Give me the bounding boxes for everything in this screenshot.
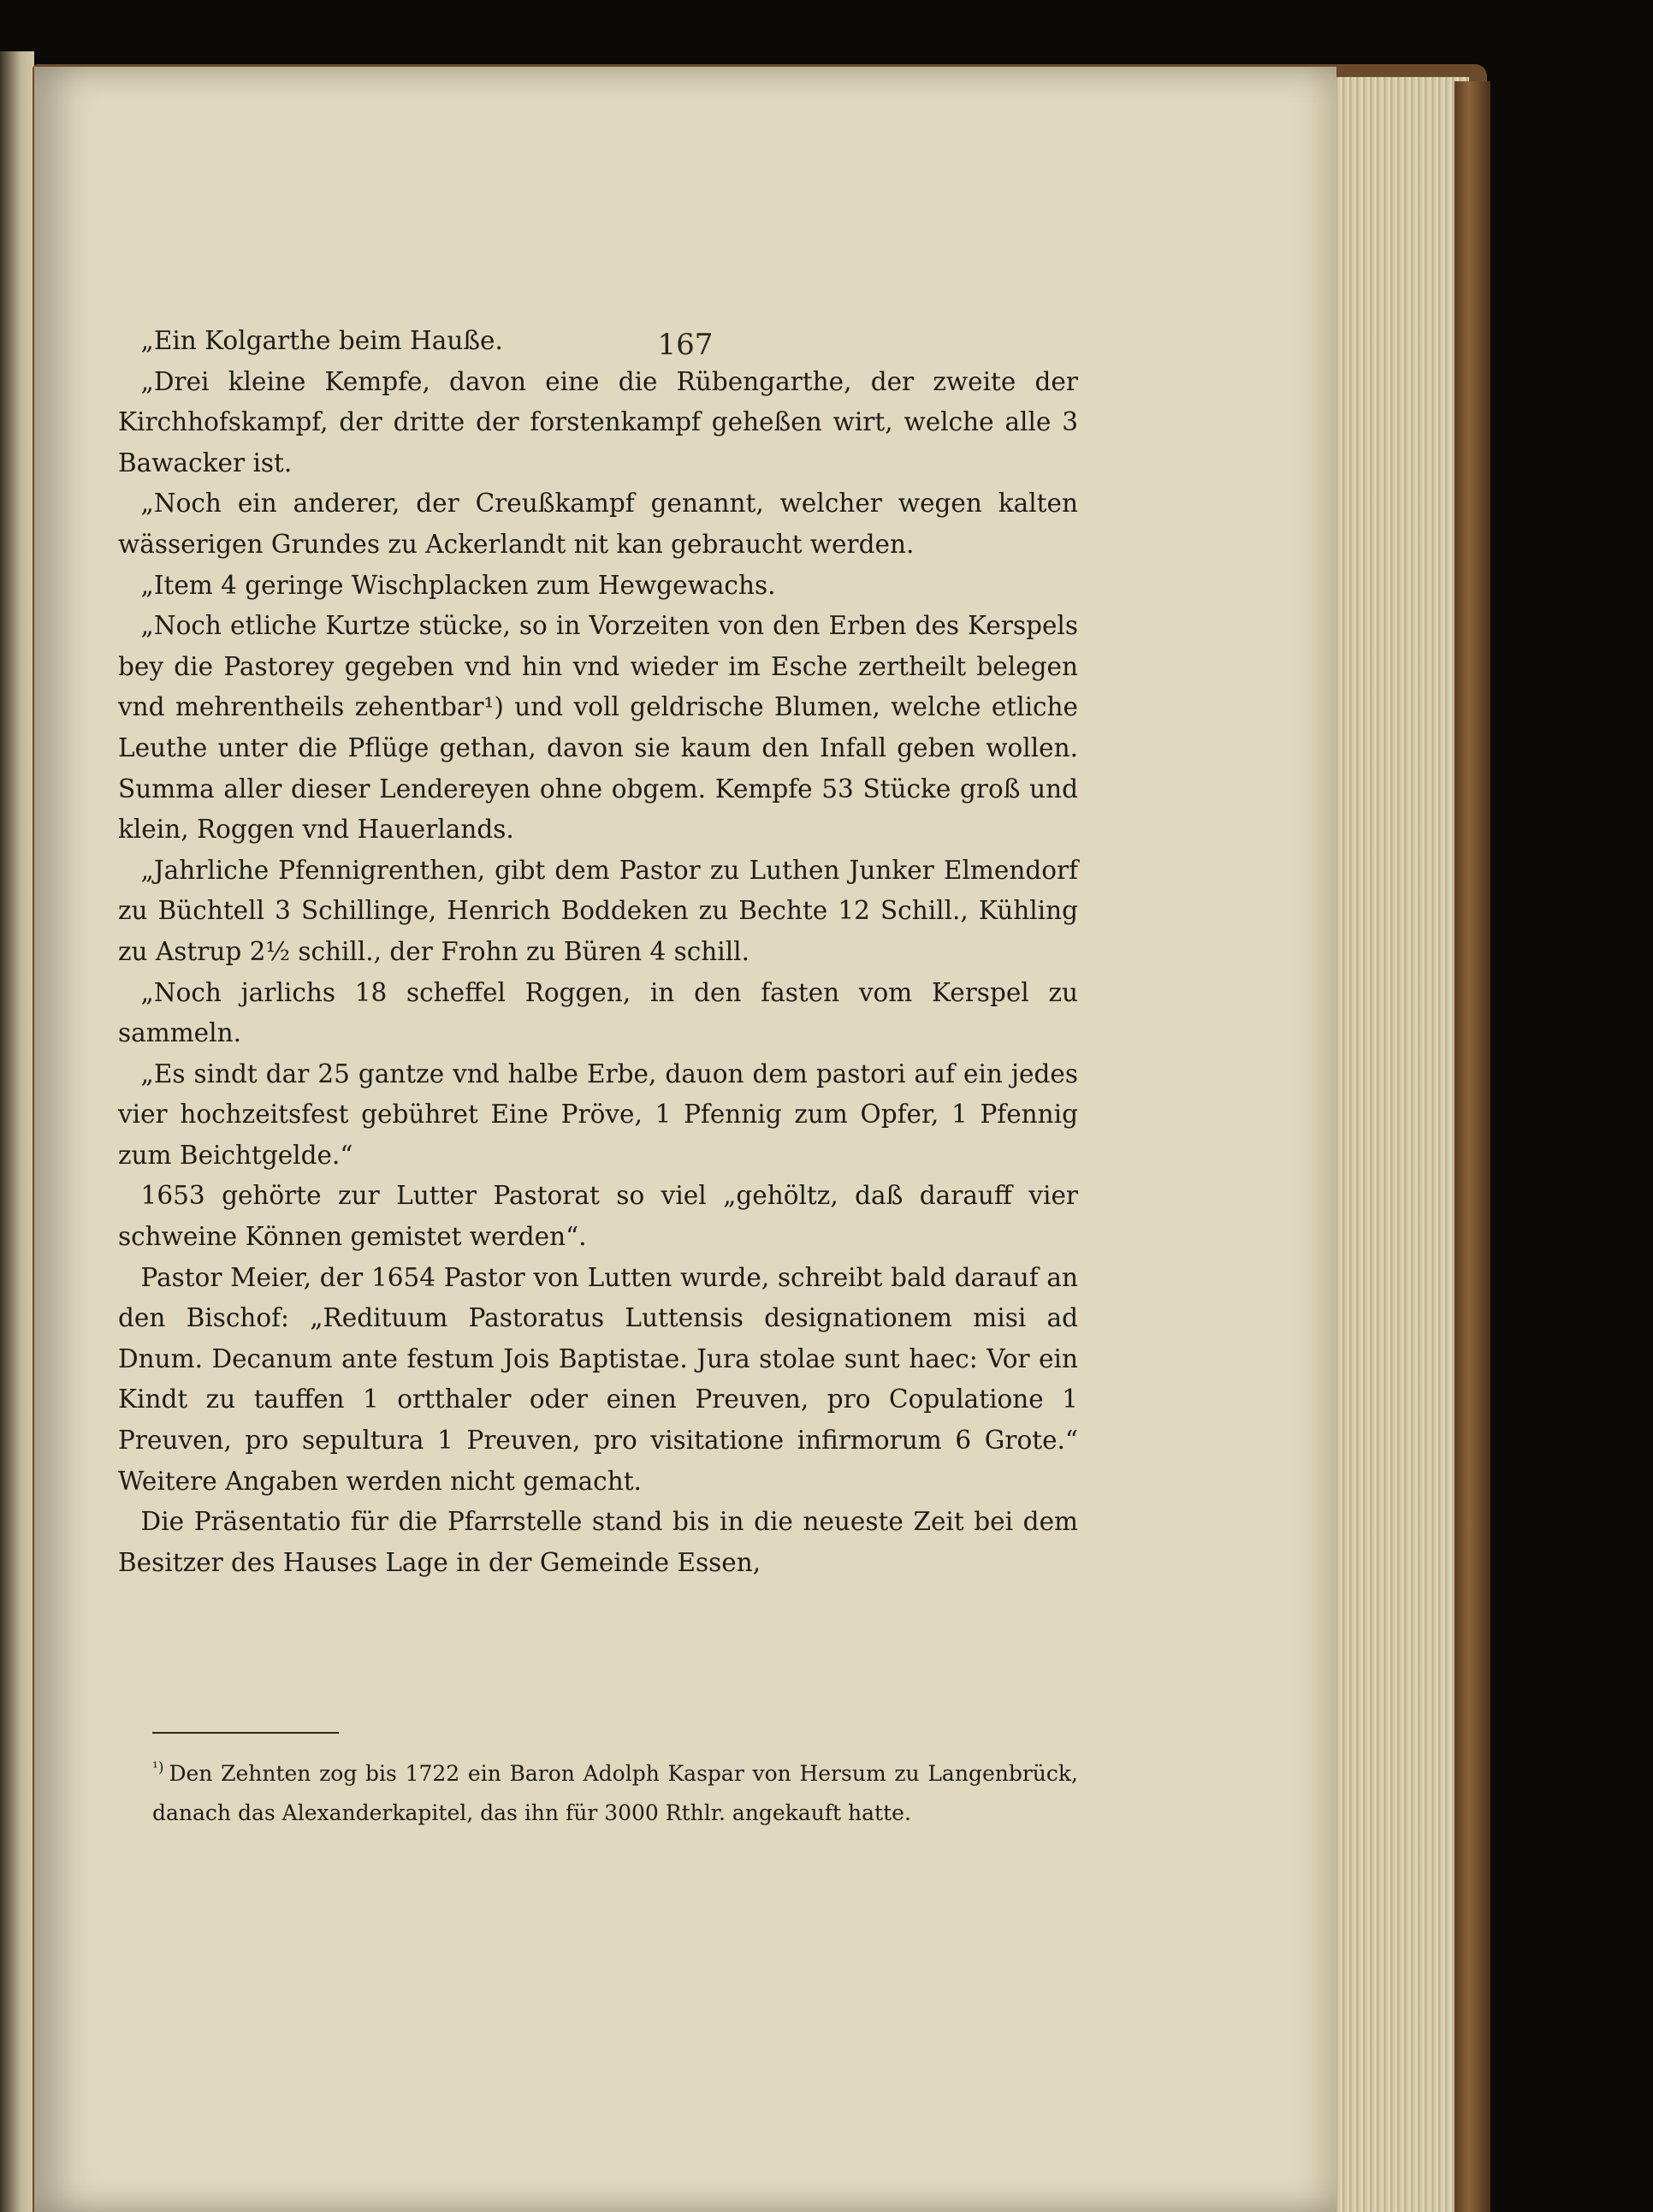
- page-number: 167: [657, 328, 714, 362]
- paragraph: Pastor Meier, der 1654 Pastor von Lutten wurde, schreibt bald darauf an den Bischof: „Redituum Pastoratus Luttensis designationem misi ad Dnum. Decanum ante festum Jois Baptistae. Jura stolae sunt haec: Vor ein Kindt zu tauffen 1 ortthaler oder einen Preuven, pro Copulatione 1 Preuven, pro sepultura 1 Preuven, pro visitatione infirmorum 6 Grote.“ Weitere Angaben werden nicht gemacht.: [118, 1262, 1078, 1496]
- paragraph: „Noch etliche Kurtze stücke, so in Vorzeiten von den Erben des Kerspels bey die Pastorey gegeben vnd hin vnd wieder im Esche zertheilt belegen vnd mehrentheils zehentbar¹) und voll geldrische Blumen, welche etliche Leuthe unter die Pflüge gethan, davon sie kaum den Infall geben wollen. Summa aller dieser Lendereyen ohne obgem. Kempfe 53 Stücke groß und klein, Roggen vnd Hauerlands.: [118, 611, 1078, 845]
- page-block-edges: [1330, 77, 1469, 2212]
- cover-edge: [1455, 81, 1490, 2212]
- paragraph: 1653 gehörte zur Lutter Pastorat so viel „gehöltz, daß darauff vier schweine Können gemistet werden“.: [118, 1181, 1078, 1252]
- left-page-edge: [0, 51, 34, 2212]
- paragraph: „Ein Kolgarthe beim Hauße.: [140, 326, 503, 355]
- footnote-text: Den Zehnten zog bis 1722 ein Baron Adolph Kaspar von Hersum zu Langenbrück, danach das Alexanderkapitel, das ihn für 3000 Rthlr. angekauft hatte.: [152, 1761, 1078, 1825]
- footnote-rule: [152, 1732, 339, 1734]
- footnote: [152, 1748, 1078, 1833]
- paragraph: „Noch ein anderer, der Creußkampf genannt, welcher wegen kalten wässerigen Grundes zu Ackerlandt nit kan gebraucht werden.: [118, 489, 1078, 559]
- body-text: [118, 321, 1078, 1583]
- paragraph: „Es sindt dar 25 gantze vnd halbe Erbe, dauon dem pastori auf ein jedes vier hochzeitsfest gebühret Eine Pröve, 1 Pfennig zum Opfer, 1 Pfennig zum Beichtgelde.“: [118, 1059, 1078, 1170]
- footnote-mark: ¹): [152, 1759, 164, 1776]
- paragraph: „Item 4 geringe Wischplacken zum Hewgewachs.: [140, 570, 776, 600]
- paragraph: „Noch jarlichs 18 scheffel Roggen, in den fasten vom Kerspel zu sammeln.: [118, 977, 1078, 1048]
- paragraph: Die Präsentatio für die Pfarrstelle stand bis in die neueste Zeit bei dem Besitzer des Hauses Lage in der Gemeinde Essen,: [118, 1507, 1078, 1577]
- paragraph: „Drei kleine Kempfe, davon eine die Rübengarthe, der zweite der Kirchhofskampf, der dritte der forstenkampf geheßen wirt, welche alle 3 Bawacker ist.: [118, 366, 1078, 477]
- paragraph: „Jahrliche Pfennigrenthen, gibt dem Pastor zu Luthen Junker Elmendorf zu Büchtell 3 Schillinge, Henrich Boddeken zu Bechte 12 Schill., Kühling zu Astrup 2½ schill., der Frohn zu Büren 4 schill.: [118, 855, 1078, 966]
